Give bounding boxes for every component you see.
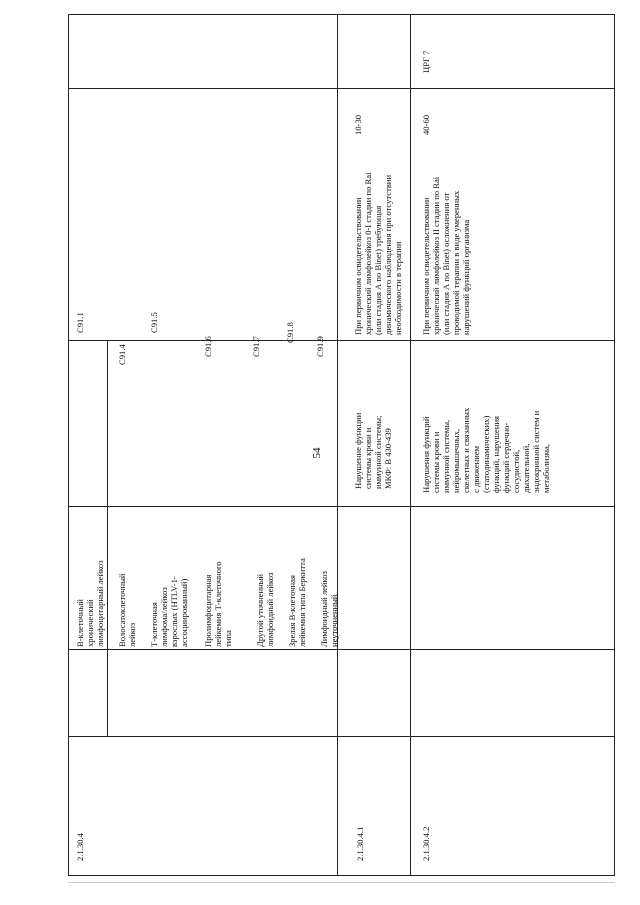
disease-name: Другой уточненный лимфоидный лейкоз bbox=[255, 572, 275, 647]
icd-code: C91.5 bbox=[149, 312, 159, 333]
disability-percent: 40-60 bbox=[421, 114, 431, 135]
disease-name: Волосатоклеточный лейкоз bbox=[117, 573, 137, 647]
disease-name: Зрелая В-клеточная лейкемия типа Беркитта bbox=[287, 558, 307, 647]
icd-code: C91.4 bbox=[117, 344, 127, 365]
icd-code: C91.8 bbox=[285, 322, 295, 343]
disease-subdivider bbox=[107, 649, 108, 736]
row1-row2-divider bbox=[337, 15, 338, 875]
row-divider-impairment bbox=[69, 340, 614, 341]
impairment-description: Нарушения функций системы крови и иммунной системы, нейромышечных, скелетных и связанных с движением (статодинамических) функций, нарушения функций сердечно- сосудистой, дыхательной, эндокринной систем и метаболизма, bbox=[421, 407, 551, 493]
disease-name: Т-клеточная лимфома/лейкоз взрослых (HTLV-1- ассоциированный) bbox=[149, 576, 189, 647]
icd-subdivider bbox=[107, 506, 108, 649]
row-divider-code bbox=[69, 736, 614, 737]
icd-code: C91.1 bbox=[75, 312, 85, 333]
row-divider-criteria bbox=[69, 88, 614, 89]
disability-criteria-table bbox=[68, 14, 615, 876]
criteria-description: При первичном освидетельствовании хронический лимфолейкоз II стадии по Rai (или стадия А по Binet) осложнения от проводимой терапии в виде умеренных нарушений функций организма bbox=[421, 176, 471, 335]
row-code: 2.1.30.4 bbox=[75, 833, 85, 861]
impairment-subdivider bbox=[107, 340, 108, 506]
scan-bottom-edge bbox=[68, 882, 615, 883]
row2-row3-divider bbox=[410, 15, 411, 875]
rehabilitation-group: ЦРГ 7 bbox=[421, 50, 431, 73]
page-number: 54 bbox=[311, 447, 323, 459]
icd-code: C91.6 bbox=[203, 336, 213, 357]
impairment-description: Нарушение функции системы крови и иммунной системы; МКФ: В 430-439 bbox=[353, 412, 393, 489]
icd-code: C91.9 bbox=[315, 336, 325, 357]
criteria-description: При первичном освидетельствовании хронический лимфолейкоз 0-I стадии по Rai (или стадия А по Binet) требующая динамического наблюдения при отсутствии необходимости в терапии bbox=[353, 172, 403, 335]
row-divider-icd bbox=[69, 506, 614, 507]
disease-name: Лимфоидный лейкоз неуточненный bbox=[319, 571, 339, 647]
disease-name: Пролимфоцитарная лейкемия Т-клеточного типа bbox=[203, 561, 233, 647]
row-code: 2.1.30.4.2 bbox=[421, 826, 431, 861]
disease-name: В-клеточный хронический лимфоцитарный лейкоз bbox=[75, 560, 105, 647]
row-code: 2.1.30.4.1 bbox=[355, 826, 365, 861]
row-divider-disease bbox=[69, 649, 614, 650]
disability-percent: 10-30 bbox=[353, 114, 363, 135]
icd-code: C91.7 bbox=[251, 336, 261, 357]
